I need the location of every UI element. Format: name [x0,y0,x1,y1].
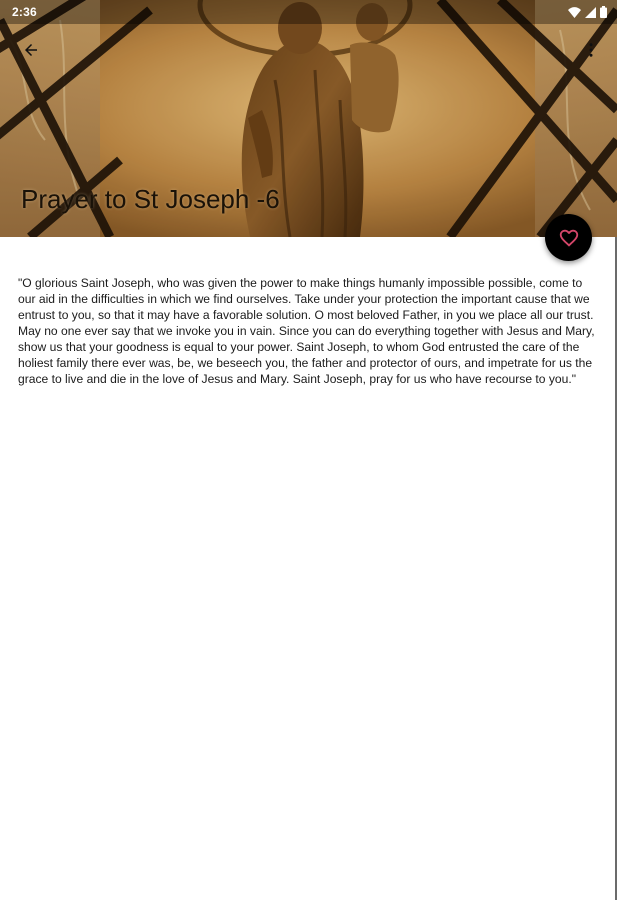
status-time: 2:36 [12,5,37,19]
page-title: Prayer to St Joseph -6 [21,184,280,214]
favorite-button[interactable] [545,214,592,261]
more-vert-icon [582,41,600,59]
wifi-icon [568,7,581,18]
arrow-left-icon [22,41,40,59]
prayer-text: "O glorious Saint Joseph, who was given the power to make things humanly impossible possible, come to our aid in the difficulties in which we find ourselves. Take under your protection the important cause that we entrust to you, so that it may have a favorable solution. O most beloved Father, in you we place all our trust. May no one ever say that we invoke you in vain. Since you can do everything together with Jesus and Mary, show us that your goodness is equal to your power. Saint Joseph, to whom God entrusted the care of the holiest family there ever was, be, we beseech you, the father and protector of ours, and impetrate for us the grace to live and die in the love of Jesus and Mary. Saint Joseph, pray for us who have recourse to you." [18,276,595,386]
back-button[interactable] [11,30,51,70]
heart-outline-icon [558,227,580,249]
prayer-content [18,275,600,387]
status-icons [568,6,607,18]
status-bar [0,0,617,24]
battery-icon [600,6,607,18]
overflow-menu-button[interactable] [571,30,611,70]
signal-icon [585,7,596,18]
header-image [0,0,617,237]
